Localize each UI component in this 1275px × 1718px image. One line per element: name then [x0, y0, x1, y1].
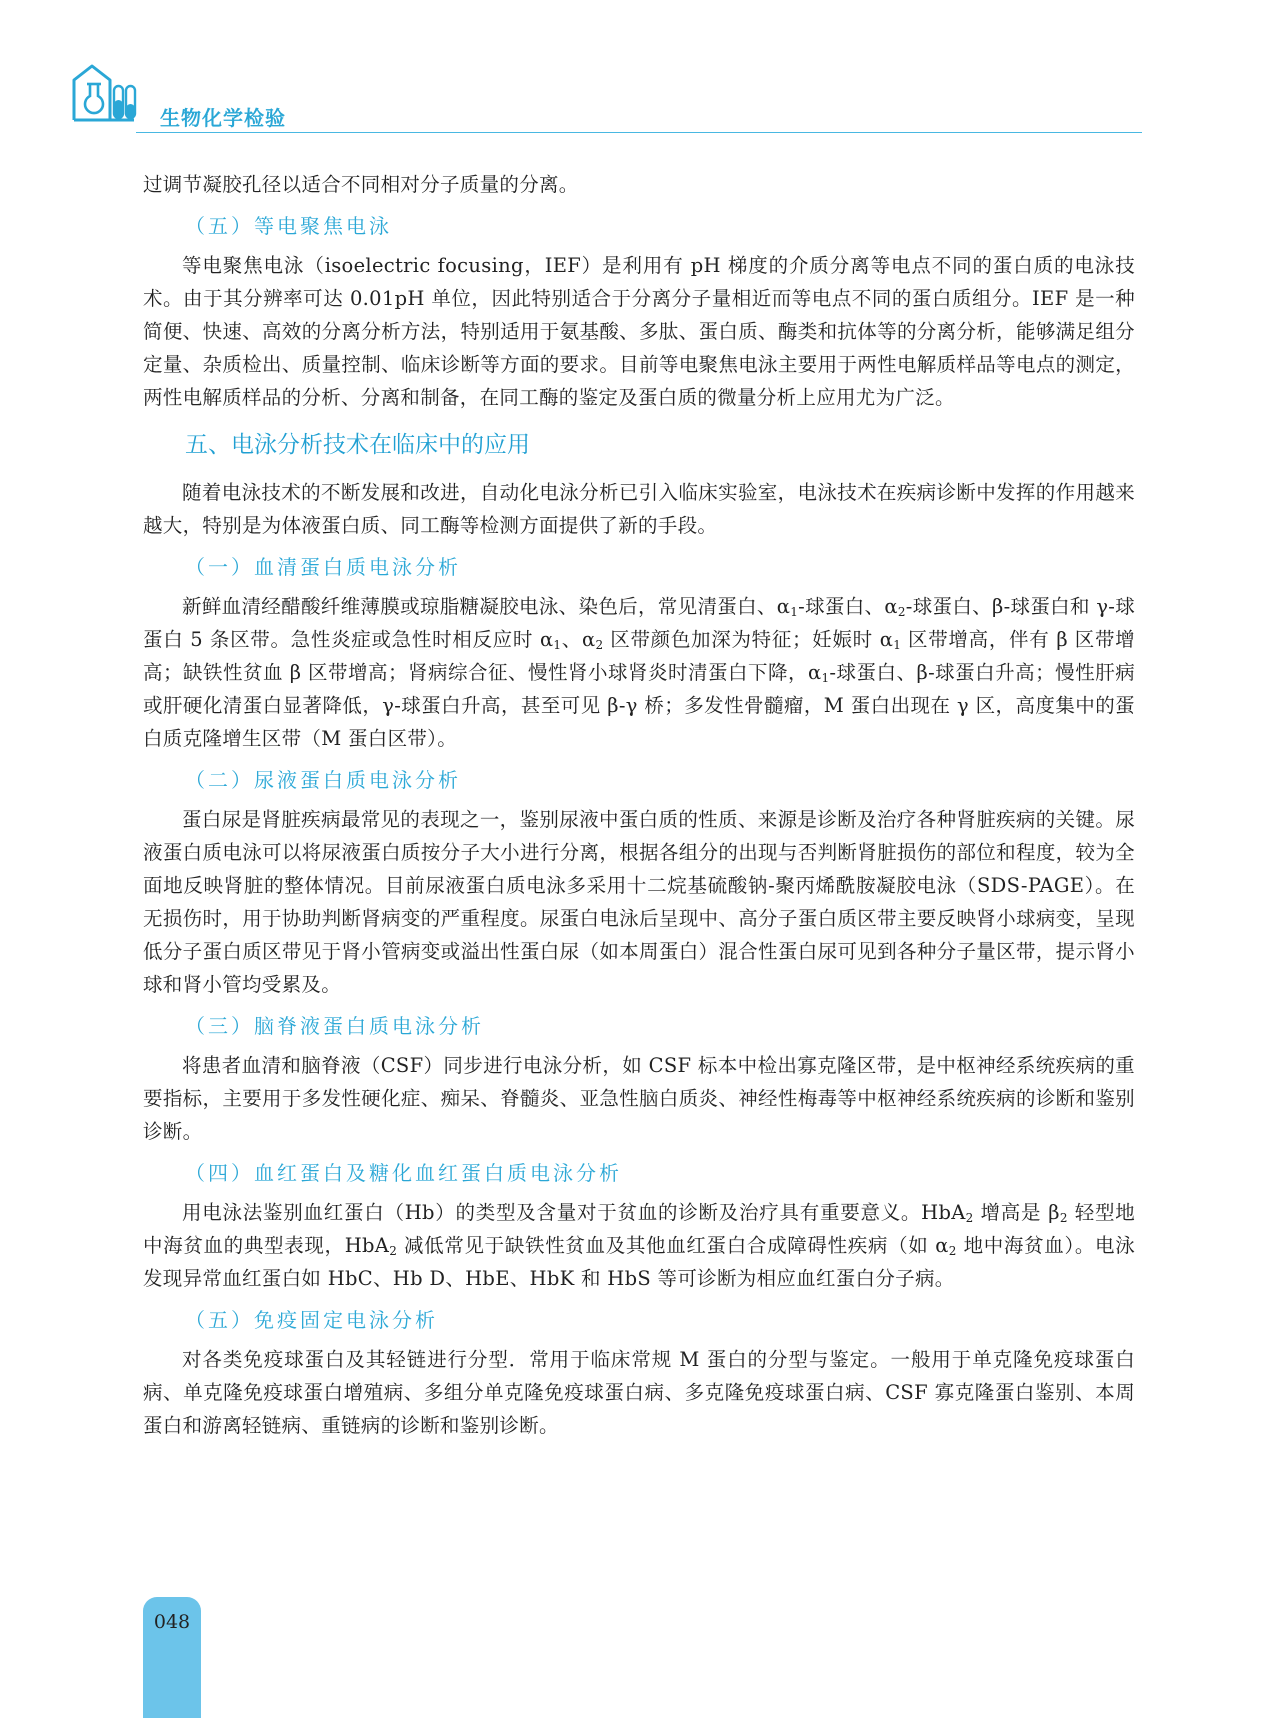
body-paragraph	[143, 803, 1135, 1001]
subscript: 1	[893, 638, 902, 652]
body-paragraph	[143, 476, 1135, 542]
subscript: 2	[965, 1211, 974, 1225]
subscript: 1	[821, 671, 830, 685]
text-run: 地中海贫血）。电泳发现异常血红蛋白如 HbC、Hb D、HbE、HbK 和 HbS 等可诊断为相应血红蛋白分子病。	[143, 1234, 1136, 1290]
subsection-heading: （二）尿液蛋白质电泳分析	[185, 768, 461, 792]
text-run: 新鲜血清经醋酸纤维薄膜或琼脂糖凝胶电泳、染色后，常见清蛋白、α	[182, 595, 791, 618]
body-paragraph	[143, 1196, 1135, 1295]
subscript: 2	[948, 1244, 957, 1258]
subsection-heading: （五）免疫固定电泳分析	[185, 1308, 438, 1332]
page-header	[70, 62, 1142, 134]
lab-glassware-icon	[70, 62, 150, 134]
body-paragraph	[143, 168, 1135, 201]
text-run: 过调节凝胶孔径以适合不同相对分子质量的分离。	[143, 173, 579, 196]
subscript: 2	[897, 605, 906, 619]
text-run: -球蛋白、β-球蛋白和 γ-球蛋白 5 条区带。急性炎症或急性时相反应时 α	[143, 595, 1135, 651]
text-run: 增高是 β	[973, 1201, 1060, 1224]
text-run: 蛋白尿是肾脏疾病最常见的表现之一，鉴别尿液中蛋白质的性质、来源是诊断及治疗各种肾脏疾病的关键。尿液蛋白质电泳可以将尿液蛋白质按分子大小进行分离，根据各组分的出现与否判断肾脏损伤的部位和程度，较为全面地反映肾脏的整体情况。目前尿液蛋白质电泳多采用十二烷基硫酸钠-聚丙烯酰胺凝胶电泳（SDS-PAGE）。在无损伤时，用于协助判断肾病变的严重程度。尿蛋白电泳后呈现中、高分子蛋白质区带主要反映肾小球病变，呈现低分子蛋白质区带见于肾小管病变或溢出性蛋白尿（如本周蛋白）混合性蛋白尿可见到各种分子量区带，提示肾小球和肾小管均受累及。	[143, 808, 1135, 996]
text-run: 减低常见于缺铁性贫血及其他血红蛋白合成障碍性疾病（如 α	[397, 1234, 949, 1257]
text-run: 区带增高，伴有 β 区带增高；缺铁性贫血 β 区带增高；肾病综合征、慢性肾小球肾炎时清蛋白下降，α	[143, 628, 1135, 684]
section-heading: 五、电泳分析技术在临床中的应用	[185, 432, 530, 458]
body-paragraph	[143, 1049, 1135, 1148]
text-run: 对各类免疫球蛋白及其轻链进行分型．常用于临床常规 M 蛋白的分型与鉴定。一般用于单克隆免疫球蛋白病、单克隆免疫球蛋白增殖病、多组分单克隆免疫球蛋白病、多克隆免疫球蛋白病、CSF 寡克隆蛋白鉴别、本周蛋白和游离轻链病、重链病的诊断和鉴别诊断。	[143, 1348, 1135, 1437]
body-paragraph	[143, 1343, 1135, 1442]
text-run: 将患者血清和脑脊液（CSF）同步进行电泳分析，如 CSF 标本中检出寡克隆区带，是中枢神经系统疾病的重要指标，主要用于多发性硬化症、痴呆、脊髓炎、亚急性脑白质炎、神经性梅毒等中枢神经系统疾病的诊断和鉴别诊断。	[143, 1054, 1135, 1143]
text-run: -球蛋白、β-球蛋白升高；慢性肝病或肝硬化清蛋白显著降低，γ-球蛋白升高，甚至可见 β-γ 桥；多发性骨髓瘤，M 蛋白出现在 γ 区，高度集中的蛋白质克隆增生区带（M 蛋白区带）。	[143, 661, 1135, 750]
page-number: 048	[153, 1611, 191, 1633]
body-paragraph	[143, 590, 1135, 755]
text-run: 等电聚焦电泳（isoelectric focusing，IEF）是利用有 pH 梯度的介质分离等电点不同的蛋白质的电泳技术。由于其分辨率可达 0.01pH 单位，因此特别适合于分离分子量相近而等电点不同的蛋白质组分。IEF 是一种简便、快速、高效的分离分析方法，特别适用于氨基酸、多肽、蛋白质、酶类和抗体等的分离分析，能够满足组分定量、杂质检出、质量控制、临床诊断等方面的要求。目前等电聚焦电泳主要用于两性电解质样品等电点的测定，两性电解质样品的分析、分离和制备，在同工酶的鉴定及蛋白质的微量分析上应用尤为广泛。	[143, 254, 1135, 409]
text-run: 随着电泳技术的不断发展和改进，自动化电泳分析已引入临床实验室，电泳技术在疾病诊断中发挥的作用越来越大，特别是为体液蛋白质、同工酶等检测方面提供了新的手段。	[143, 481, 1135, 537]
subscript: 2	[1059, 1211, 1068, 1225]
subscript: 2	[389, 1244, 398, 1258]
text-run: 区带颜色加深为特征；妊娠时 α	[603, 628, 894, 651]
subscript: 1	[553, 638, 562, 652]
text-run: 轻型地中海贫血的典型表现，HbA	[143, 1201, 1135, 1257]
header-divider	[136, 132, 1142, 133]
text-run: -球蛋白、α	[798, 595, 898, 618]
page-content	[143, 168, 1135, 1442]
page-number-tab	[143, 1597, 201, 1718]
subsection-heading: （一）血清蛋白质电泳分析	[185, 555, 461, 579]
body-paragraph	[143, 249, 1135, 414]
book-title: 生物化学检验	[160, 106, 286, 130]
subscript: 1	[790, 605, 799, 619]
text-run: 、α	[561, 628, 596, 651]
subsection-heading: （三）脑脊液蛋白质电泳分析	[185, 1014, 484, 1038]
subsection-heading: （五）等电聚焦电泳	[185, 214, 392, 238]
text-run: 用电泳法鉴别血红蛋白（Hb）的类型及含量对于贫血的诊断及治疗具有重要意义。HbA	[182, 1201, 966, 1224]
subscript: 2	[595, 638, 604, 652]
subsection-heading: （四）血红蛋白及糖化血红蛋白质电泳分析	[185, 1161, 622, 1185]
